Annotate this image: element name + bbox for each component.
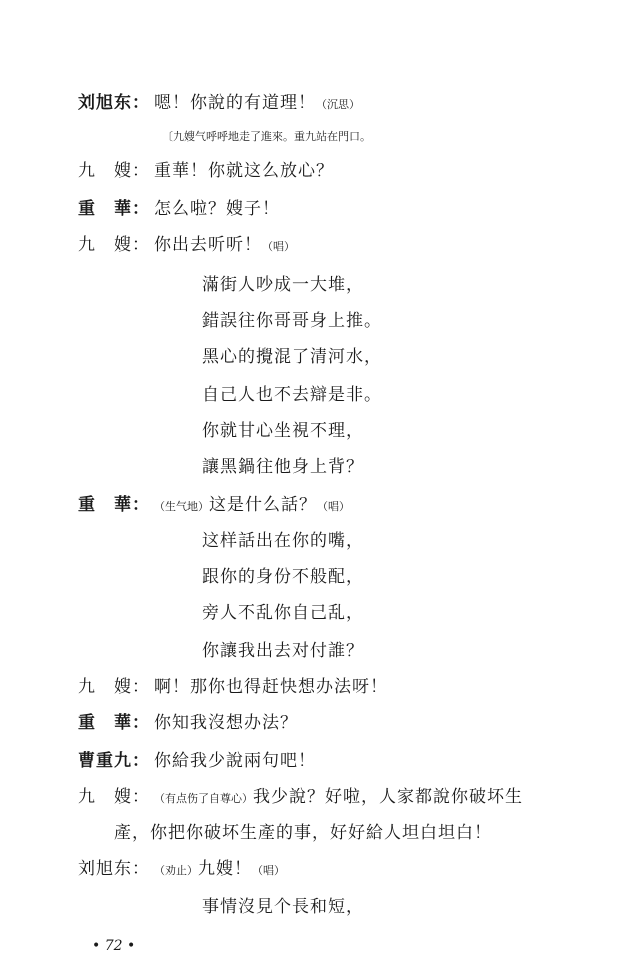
dialogue-line xyxy=(78,160,334,182)
dialogue-line xyxy=(78,234,295,258)
speaker-name: 重 華： xyxy=(78,495,150,515)
speaker-name: 九 嫂： xyxy=(78,787,150,807)
stage-direction: （沉思） xyxy=(316,98,360,111)
stage-direction: （唱） xyxy=(252,864,285,877)
speaker-name: 九 嫂： xyxy=(78,235,150,255)
speaker-name: 曹重九： xyxy=(78,751,150,771)
dialogue-text: 怎么啦？嫂子！ xyxy=(154,199,280,219)
dialogue-line xyxy=(78,198,280,220)
dialogue-line xyxy=(78,750,316,772)
verse-line: 旁人不乱你自己乱， xyxy=(202,603,364,623)
verse-line: 黑心的攪混了清河水， xyxy=(202,347,382,367)
verse-line: 事情沒見个長和短， xyxy=(202,897,364,917)
speaker-name: 九 嫂： xyxy=(78,161,150,181)
verse-line: 自己人也不去辯是非。 xyxy=(202,385,382,405)
stage-direction: （唱） xyxy=(317,500,350,513)
speaker-name: 重 華： xyxy=(78,199,150,219)
stage-note: 〔九嫂气呼呼地走了進來。重九站在門口。 xyxy=(162,130,371,143)
dialogue-line xyxy=(78,786,523,810)
verse-line: 跟你的身份不般配， xyxy=(202,567,364,587)
dialogue-line xyxy=(78,712,298,734)
dialogue-text: 你知我沒想办法？ xyxy=(154,713,298,733)
verse-line: 这样話出在你的嘴， xyxy=(202,531,364,551)
dialogue-continuation: 產，你把你破坏生產的事，好好給人坦白坦白！ xyxy=(114,823,492,843)
verse-line: 滿街人吵成一大堆， xyxy=(202,275,364,295)
stage-direction: （劝止） xyxy=(154,864,198,877)
stage-direction: （唱） xyxy=(262,240,295,253)
dialogue-text: 重華！你就这么放心？ xyxy=(154,161,334,181)
stage-direction: （生气地） xyxy=(154,500,209,513)
dialogue-text: 九嫂！ xyxy=(198,859,252,879)
verse-line: 你就甘心坐視不理， xyxy=(202,421,364,441)
speaker-name: 刘旭东： xyxy=(78,859,150,879)
dialogue-text: 你給我少說兩句吧！ xyxy=(154,751,316,771)
stage-direction: （有点伤了自尊心） xyxy=(154,792,253,805)
dialogue-line xyxy=(78,494,350,518)
speaker-name: 重 華： xyxy=(78,713,150,733)
verse-line: 你讓我出去对付誰？ xyxy=(202,641,364,661)
speaker-name: 九 嫂： xyxy=(78,677,150,697)
dialogue-text: 啊！那你也得赶快想办法呀！ xyxy=(154,677,388,697)
dialogue-text: 嗯！你說的有道理！ xyxy=(154,93,316,113)
dialogue-text: 这是什么話？ xyxy=(209,495,317,515)
dialogue-line xyxy=(78,676,388,698)
dialogue-line xyxy=(78,92,360,116)
verse-line: 錯誤往你哥哥身上推。 xyxy=(202,311,382,331)
dialogue-line xyxy=(78,858,285,882)
dialogue-text: 你出去听听！ xyxy=(154,235,262,255)
verse-line: 讓黑鍋往他身上背？ xyxy=(202,457,364,477)
page-number: • 72 • xyxy=(92,938,136,954)
dialogue-text: 我少說？好啦，人家都說你破坏生 xyxy=(253,787,523,807)
speaker-name: 刘旭东： xyxy=(78,93,150,113)
